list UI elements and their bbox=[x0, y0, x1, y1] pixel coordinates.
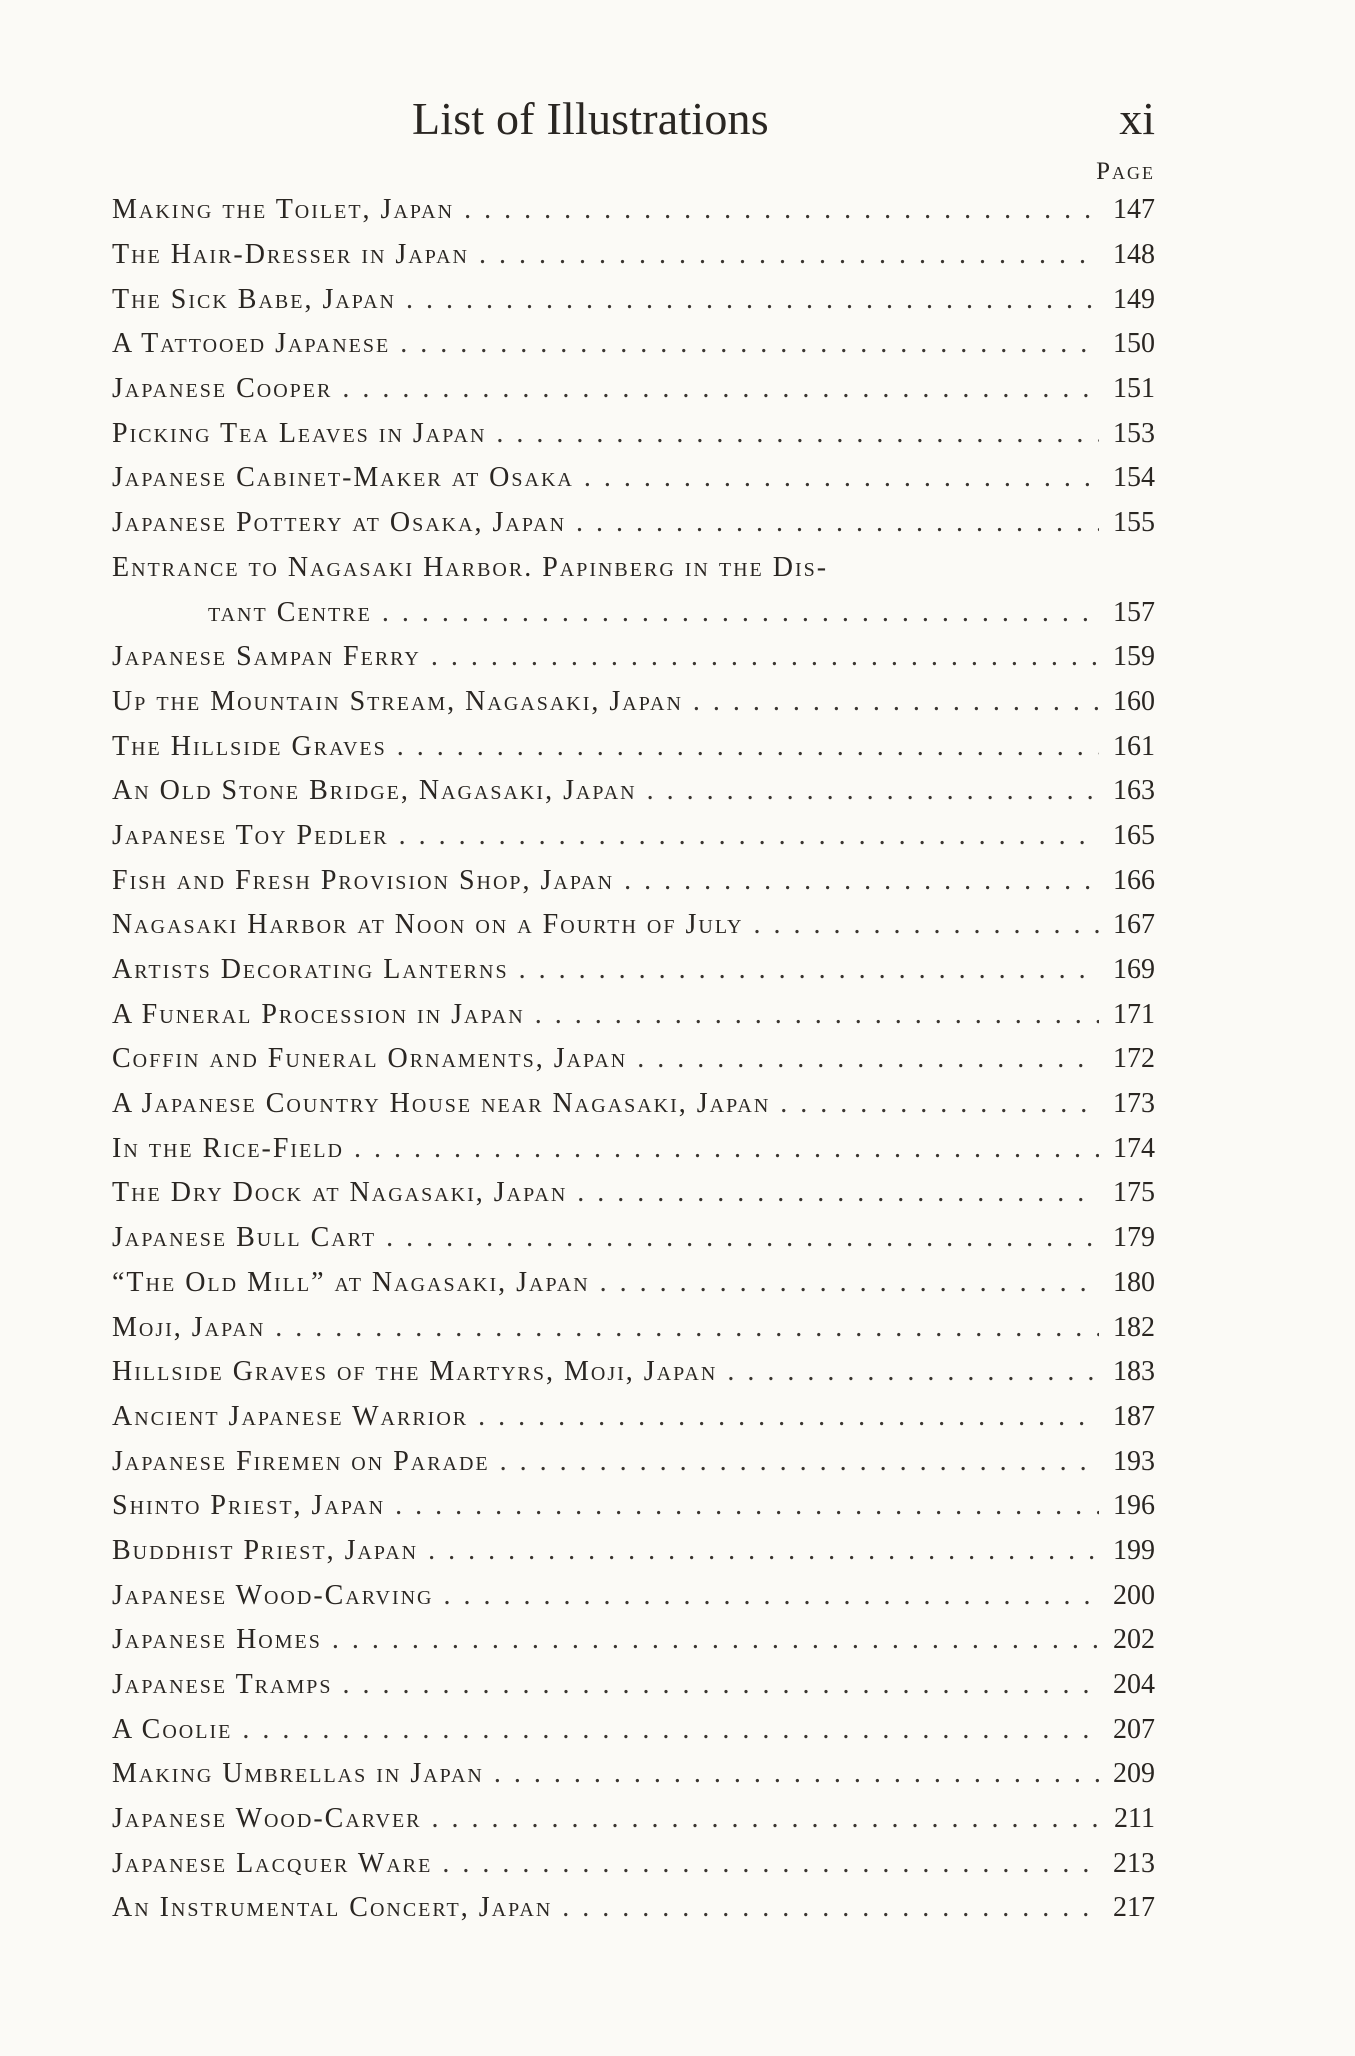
dot-leader bbox=[242, 1714, 1099, 1746]
list-item bbox=[112, 680, 1155, 725]
list-item bbox=[112, 1037, 1155, 1082]
entry-title: Entrance to Nagasaki Harbor. Papinberg in the Dis- bbox=[112, 551, 829, 583]
list-item bbox=[112, 992, 1155, 1037]
entry-page: 171 bbox=[1113, 998, 1155, 1030]
dot-leader bbox=[431, 641, 1099, 673]
entry-title: Japanese Tramps bbox=[112, 1669, 333, 1701]
entry-title: Ancient Japanese Warrior bbox=[112, 1400, 469, 1432]
entry-page: 172 bbox=[1113, 1043, 1155, 1075]
entry-title: Fish and Fresh Provision Shop, Japan bbox=[112, 864, 615, 896]
entry-page: 149 bbox=[1113, 283, 1155, 315]
list-item bbox=[112, 635, 1155, 680]
dot-leader bbox=[386, 1222, 1099, 1254]
entry-page: 150 bbox=[1113, 328, 1155, 360]
list-item bbox=[112, 188, 1155, 233]
entry-page: 163 bbox=[1113, 775, 1155, 807]
entry-page: 173 bbox=[1113, 1088, 1155, 1120]
entry-title: In the Rice-Field bbox=[112, 1132, 344, 1164]
entry-title: A Funeral Procession in Japan bbox=[112, 998, 525, 1030]
entry-page: 165 bbox=[1113, 819, 1155, 851]
entry-title: “The Old Mill” at Nagasaki, Japan bbox=[112, 1266, 590, 1298]
entry-page: 207 bbox=[1113, 1713, 1155, 1745]
entry-title: Nagasaki Harbor at Noon on a Fourth of July bbox=[112, 909, 744, 941]
dot-leader bbox=[432, 1803, 1099, 1835]
running-title: List of Illustrations bbox=[412, 93, 769, 144]
list-item bbox=[112, 948, 1155, 993]
entry-page: 183 bbox=[1113, 1356, 1155, 1388]
entry-page: 159 bbox=[1113, 641, 1155, 673]
list-item bbox=[112, 1797, 1155, 1842]
entry-page: 209 bbox=[1113, 1758, 1155, 1790]
entry-page: 199 bbox=[1113, 1534, 1155, 1566]
entry-title: Japanese Wood-Carver bbox=[112, 1803, 422, 1835]
dot-leader bbox=[577, 1177, 1099, 1209]
dot-leader bbox=[479, 239, 1099, 271]
entry-title: Making the Toilet, Japan bbox=[112, 194, 455, 226]
entry-page: 200 bbox=[1113, 1579, 1155, 1611]
entry-title: Shinto Priest, Japan bbox=[112, 1490, 386, 1522]
dot-leader bbox=[727, 1356, 1099, 1388]
entry-title: Japanese Toy Pedler bbox=[112, 819, 389, 851]
dot-leader bbox=[500, 1446, 1099, 1478]
entry-page: 193 bbox=[1113, 1445, 1155, 1477]
list-item bbox=[112, 1663, 1155, 1708]
illustrations-list bbox=[112, 188, 1155, 1931]
list-item bbox=[112, 769, 1155, 814]
dot-leader bbox=[496, 418, 1099, 450]
entry-title: A Tattooed Japanese bbox=[112, 328, 391, 360]
entry-title: tant Centre bbox=[208, 596, 372, 628]
list-item bbox=[112, 1529, 1155, 1574]
list-item bbox=[112, 411, 1155, 456]
page-column-heading: Page bbox=[1096, 158, 1155, 185]
list-item bbox=[112, 1350, 1155, 1395]
entry-page: 211 bbox=[1114, 1803, 1155, 1835]
entry-page: 202 bbox=[1113, 1624, 1155, 1656]
dot-leader bbox=[464, 194, 1099, 226]
list-item bbox=[112, 1216, 1155, 1261]
list-item bbox=[112, 456, 1155, 501]
dot-leader bbox=[754, 909, 1100, 941]
list-item bbox=[112, 1126, 1155, 1171]
list-item bbox=[112, 501, 1155, 546]
list-item bbox=[112, 903, 1155, 948]
dot-leader bbox=[399, 820, 1099, 852]
entry-title: Japanese Cabinet-Maker at Osaka bbox=[112, 462, 574, 494]
entry-page: 151 bbox=[1113, 373, 1155, 405]
page-folio: xi bbox=[1119, 93, 1155, 144]
dot-leader bbox=[637, 1043, 1099, 1075]
entry-title: A Coolie bbox=[112, 1713, 233, 1745]
list-item bbox=[112, 814, 1155, 859]
dot-leader bbox=[354, 1133, 1099, 1165]
entry-page: 169 bbox=[1113, 954, 1155, 986]
entry-title: Making Umbrellas in Japan bbox=[112, 1758, 484, 1790]
page-header bbox=[0, 92, 1355, 152]
dot-leader bbox=[342, 373, 1099, 405]
dot-leader bbox=[494, 1758, 1099, 1790]
dot-leader bbox=[342, 1669, 1099, 1701]
entry-title: Japanese Pottery at Osaka, Japan bbox=[112, 507, 567, 539]
dot-leader bbox=[332, 1624, 1099, 1656]
entry-title: Japanese Cooper bbox=[112, 373, 333, 405]
entry-title: Moji, Japan bbox=[112, 1311, 266, 1343]
entry-title: The Hair-Dresser in Japan bbox=[112, 239, 469, 271]
dot-leader bbox=[406, 284, 1099, 316]
list-item bbox=[112, 1261, 1155, 1306]
entry-page: 217 bbox=[1113, 1892, 1155, 1924]
dot-leader bbox=[647, 775, 1099, 807]
list-item bbox=[112, 858, 1155, 903]
list-item bbox=[112, 1171, 1155, 1216]
entry-title: An Instrumental Concert, Japan bbox=[112, 1892, 553, 1924]
dot-leader bbox=[780, 1088, 1099, 1120]
list-item bbox=[112, 724, 1155, 769]
dot-leader bbox=[576, 507, 1099, 539]
dot-leader bbox=[519, 954, 1099, 986]
dot-leader bbox=[395, 1490, 1099, 1522]
entry-title: Buddhist Priest, Japan bbox=[112, 1534, 419, 1566]
list-item bbox=[112, 1886, 1155, 1931]
entry-title: Japanese Lacquer Ware bbox=[112, 1847, 433, 1879]
list-item bbox=[112, 233, 1155, 278]
entry-title: The Dry Dock at Nagasaki, Japan bbox=[112, 1177, 568, 1209]
list-item bbox=[112, 1752, 1155, 1797]
entry-page: 204 bbox=[1113, 1669, 1155, 1701]
entry-title: The Sick Babe, Japan bbox=[112, 283, 396, 315]
entry-page: 166 bbox=[1113, 864, 1155, 896]
dot-leader bbox=[397, 731, 1099, 763]
entry-title: A Japanese Country House near Nagasaki, Japan bbox=[112, 1088, 771, 1120]
dot-leader bbox=[275, 1312, 1099, 1344]
entry-page: 180 bbox=[1113, 1266, 1155, 1298]
entry-title: Coffin and Funeral Ornaments, Japan bbox=[112, 1043, 628, 1075]
entry-page: 147 bbox=[1113, 194, 1155, 226]
entry-title: An Old Stone Bridge, Nagasaki, Japan bbox=[112, 775, 637, 807]
entry-page: 153 bbox=[1113, 417, 1155, 449]
entry-title: Japanese Sampan Ferry bbox=[112, 641, 421, 673]
entry-page: 179 bbox=[1113, 1222, 1155, 1254]
list-item bbox=[112, 277, 1155, 322]
entry-page: 175 bbox=[1113, 1177, 1155, 1209]
dot-leader bbox=[382, 597, 1099, 629]
entry-page: 160 bbox=[1113, 685, 1155, 717]
entry-title: The Hillside Graves bbox=[112, 730, 387, 762]
entry-title: Artists Decorating Lanterns bbox=[112, 954, 509, 986]
dot-leader bbox=[624, 865, 1099, 897]
list-item bbox=[112, 1841, 1155, 1886]
entry-title: Hillside Graves of the Martyrs, Moji, Japan bbox=[112, 1356, 718, 1388]
entry-title: Japanese Bull Cart bbox=[112, 1222, 377, 1254]
entry-page: 213 bbox=[1113, 1847, 1155, 1879]
dot-leader bbox=[562, 1892, 1099, 1924]
entry-page: 155 bbox=[1113, 507, 1155, 539]
list-item bbox=[112, 1618, 1155, 1663]
list-item-continued bbox=[112, 590, 1155, 635]
dot-leader bbox=[444, 1580, 1100, 1612]
list-item bbox=[112, 1082, 1155, 1127]
dot-leader bbox=[400, 328, 1099, 360]
dot-leader bbox=[442, 1848, 1099, 1880]
entry-page: 187 bbox=[1113, 1400, 1155, 1432]
entry-title: Up the Mountain Stream, Nagasaki, Japan bbox=[112, 685, 683, 717]
list-item bbox=[112, 322, 1155, 367]
entry-page: 157 bbox=[1113, 596, 1155, 628]
entry-page: 174 bbox=[1113, 1132, 1155, 1164]
entry-title: Japanese Homes bbox=[112, 1624, 322, 1656]
list-item bbox=[112, 546, 1155, 591]
dot-leader bbox=[693, 686, 1099, 718]
list-item bbox=[112, 1395, 1155, 1440]
list-item bbox=[112, 1573, 1155, 1618]
list-item bbox=[112, 367, 1155, 412]
entry-title: Picking Tea Leaves in Japan bbox=[112, 417, 487, 449]
dot-leader bbox=[535, 999, 1099, 1031]
entry-page: 182 bbox=[1113, 1311, 1155, 1343]
list-item bbox=[112, 1305, 1155, 1350]
dot-leader bbox=[600, 1267, 1099, 1299]
entry-title: Japanese Wood-Carving bbox=[112, 1579, 434, 1611]
dot-leader bbox=[428, 1535, 1099, 1567]
dot-leader bbox=[584, 462, 1099, 494]
entry-title: Japanese Firemen on Parade bbox=[112, 1445, 490, 1477]
entry-page: 161 bbox=[1113, 730, 1155, 762]
entry-page: 148 bbox=[1113, 239, 1155, 271]
list-item bbox=[112, 1439, 1155, 1484]
entry-page: 196 bbox=[1113, 1490, 1155, 1522]
entry-page: 154 bbox=[1113, 462, 1155, 494]
list-item bbox=[112, 1707, 1155, 1752]
entry-page: 167 bbox=[1113, 909, 1155, 941]
list-item bbox=[112, 1484, 1155, 1529]
dot-leader bbox=[478, 1401, 1099, 1433]
